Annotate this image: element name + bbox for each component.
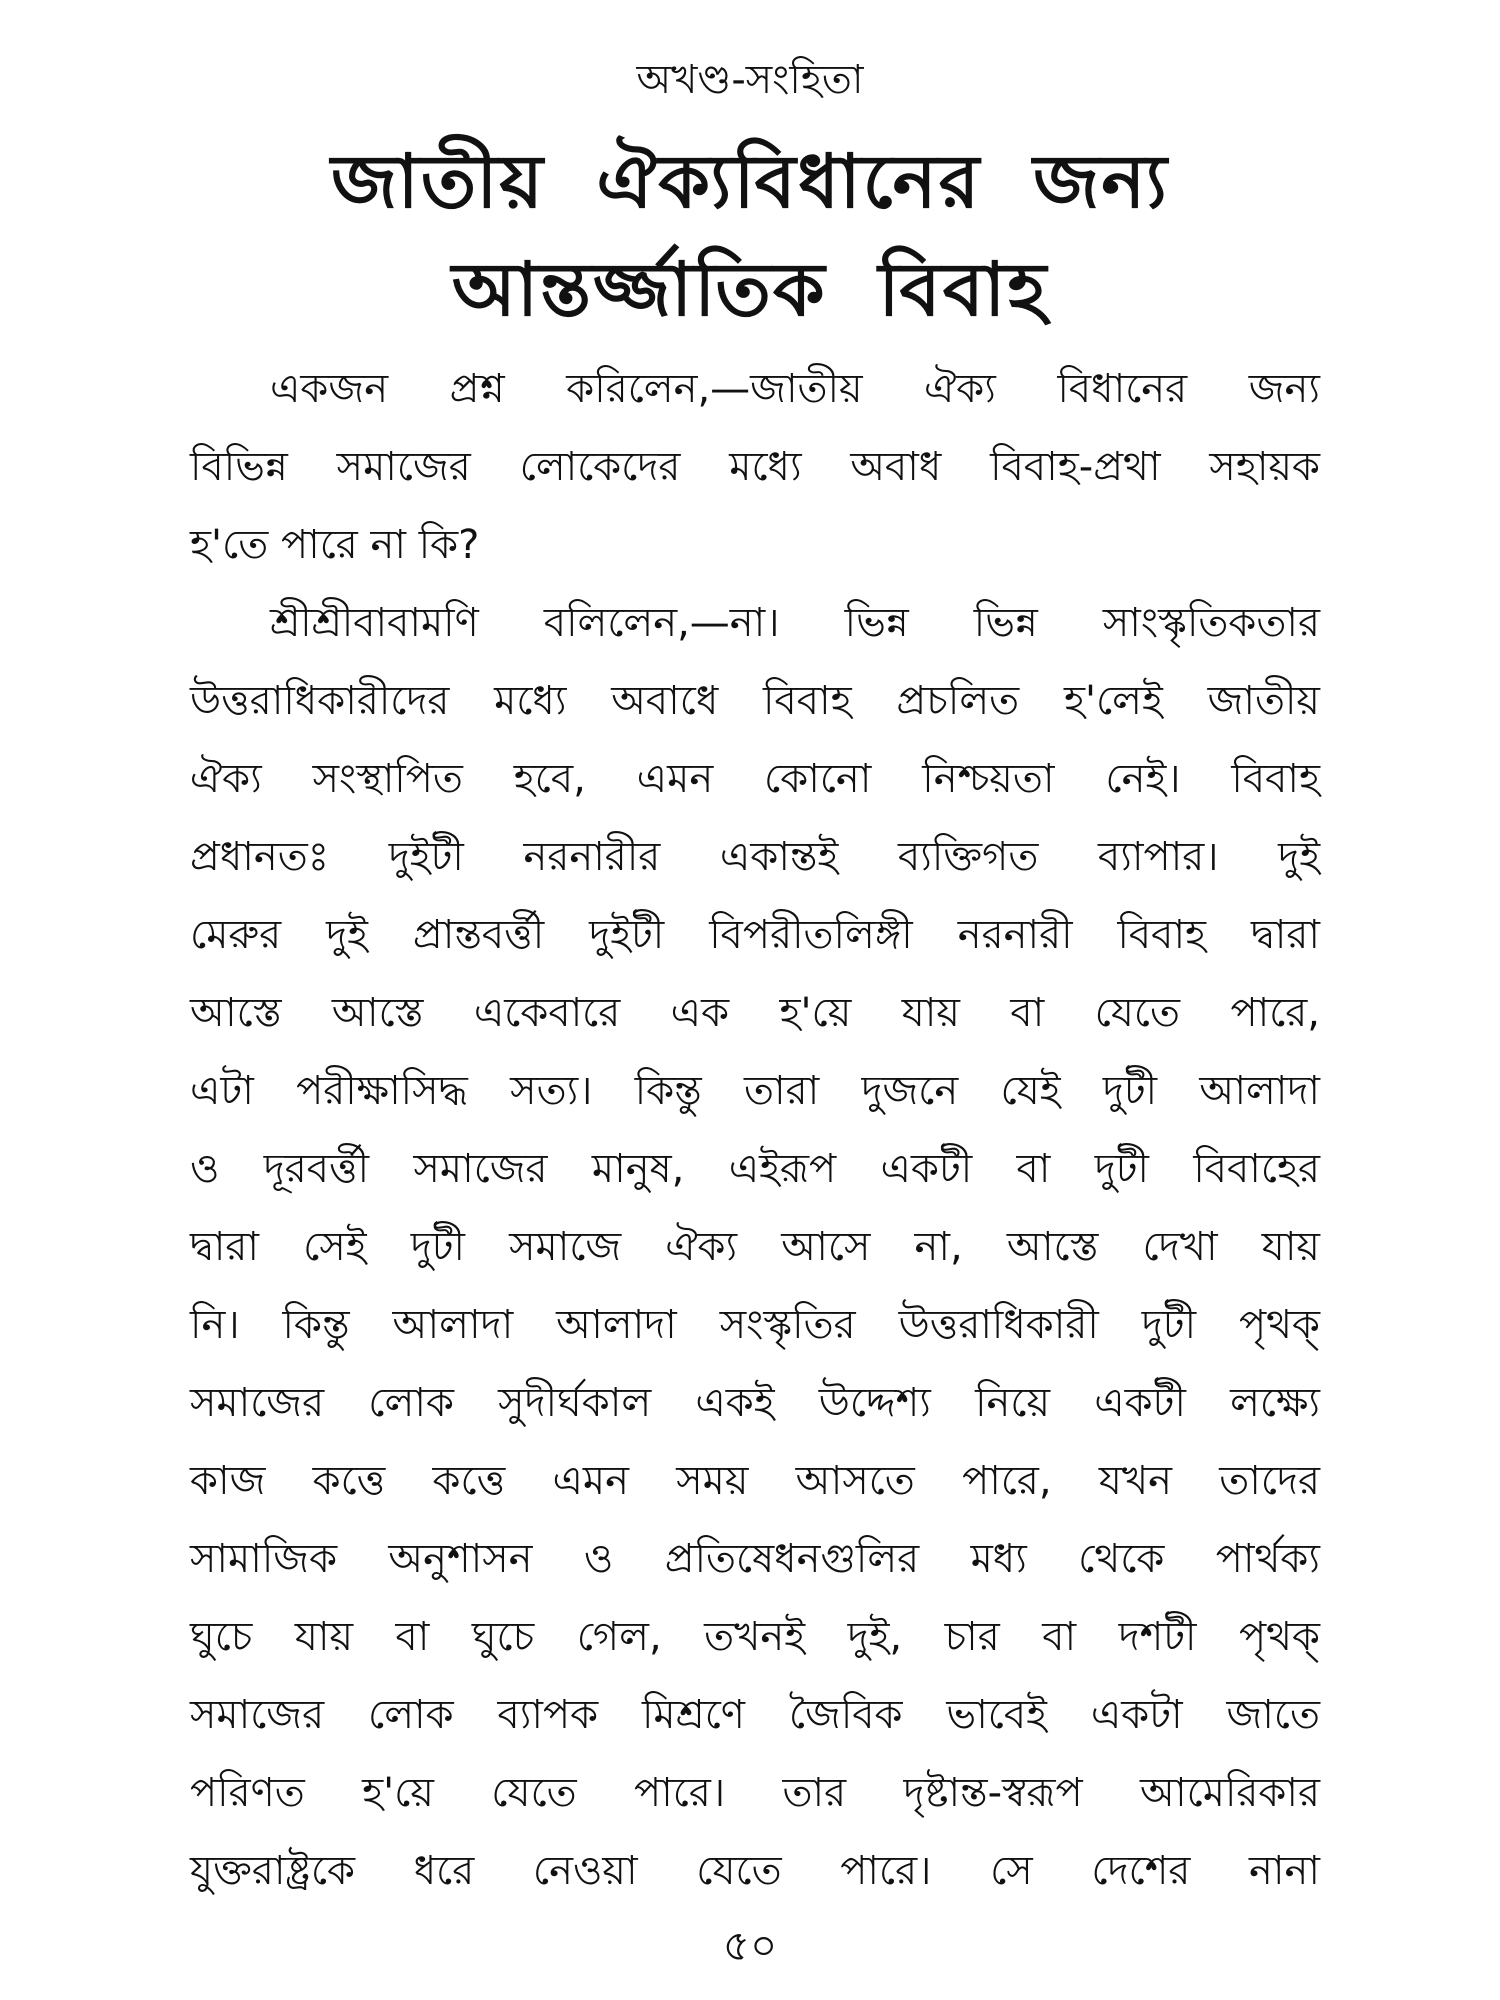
chapter-title-line-2: আন্তর্জ্জাতিক বিবাহ: [451, 247, 1049, 333]
chapter-title-line-1: জাতীয় ঐক্যবিধানের জন্য: [331, 139, 1169, 225]
page-number: ৫০: [722, 1921, 778, 1970]
body-line: ঐক্য সংস্থাপিত হবে, এমন কোনো নিশ্চয়তা নেই। বিবাহ: [190, 756, 1320, 802]
body-line: আস্তে আস্তে একেবারে এক হ'য়ে যায় বা যেতে পারে,: [190, 990, 1320, 1036]
body-line: একজন প্রশ্ন করিলেন,—জাতীয় ঐক্য বিধানের জন্য: [270, 366, 1320, 412]
body-line: কাজ কত্তে কত্তে এমন সময় আসতে পারে, যখন তাদের: [190, 1458, 1320, 1504]
body-line: ও দূরবর্ত্তী সমাজের মানুষ, এইরূপ একটী বা দুটী বিবাহের: [190, 1146, 1320, 1192]
body-line: ঘুচে যায় বা ঘুচে গেল, তখনই দুই, চার বা দশটী পৃথক্: [190, 1614, 1320, 1660]
body-line: এটা পরীক্ষাসিদ্ধ সত্য। কিন্তু তারা দুজনে যেই দুটী আলাদা: [190, 1068, 1320, 1114]
body-line: সমাজের লোক ব্যাপক মিশ্রণে জৈবিক ভাবেই একটা জাতে: [190, 1692, 1320, 1738]
body-line: হ'তে পারে না কি?: [190, 522, 480, 568]
body-line: উত্তরাধিকারীদের মধ্যে অবাধে বিবাহ প্রচলিত হ'লেই জাতীয়: [190, 678, 1320, 724]
body-line: মেরুর দুই প্রান্তবর্ত্তী দুইটী বিপরীতলিঙ্গী নরনারী বিবাহ দ্বারা: [190, 912, 1320, 958]
body-line: সামাজিক অনুশাসন ও প্রতিষেধনগুলির মধ্য থেকে পার্থক্য: [190, 1536, 1320, 1582]
body-line: সমাজের লোক সুদীর্ঘকাল একই উদ্দেশ্য নিয়ে একটী লক্ষ্যে: [190, 1380, 1320, 1426]
body-line: শ্রীশ্রীবাবামণি বলিলেন,—না। ভিন্ন ভিন্ন সাংস্কৃতিকতার: [270, 600, 1320, 646]
running-header: অখণ্ড-সংহিতা: [636, 57, 864, 103]
body-line: নি। কিন্তু আলাদা আলাদা সংস্কৃতির উত্তরাধিকারী দুটী পৃথক্: [190, 1302, 1320, 1348]
body-line: যুক্তরাষ্ট্রকে ধরে নেওয়া যেতে পারে। সে দেশের নানা: [190, 1848, 1320, 1894]
body-line: প্রধানতঃ দুইটী নরনারীর একান্তই ব্যক্তিগত ব্যাপার। দুই: [190, 834, 1320, 880]
body-text: [190, 350, 1320, 1910]
body-line: বিভিন্ন সমাজের লোকেদের মধ্যে অবাধ বিবাহ-প্রথা সহায়ক: [190, 444, 1320, 490]
body-line: পরিণত হ'য়ে যেতে পারে। তার দৃষ্টান্ত-স্বরূপ আমেরিকার: [190, 1770, 1320, 1816]
body-line: দ্বারা সেই দুটী সমাজে ঐক্য আসে না, আস্তে দেখা যায়: [190, 1224, 1320, 1270]
